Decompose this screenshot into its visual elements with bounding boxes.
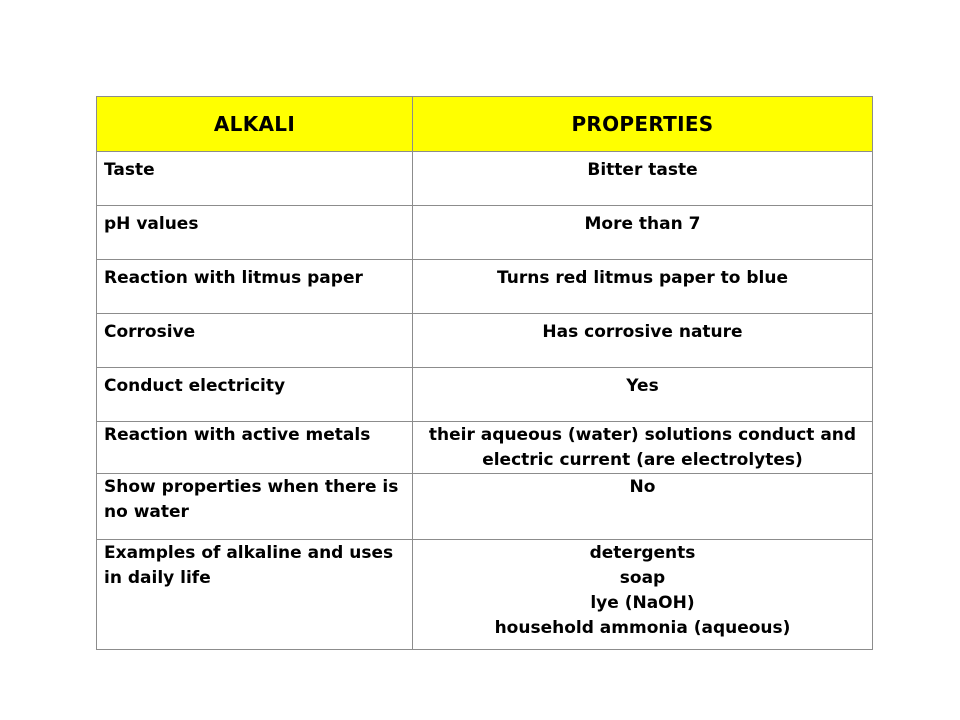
table-row: [97, 540, 873, 650]
table-row: [97, 474, 873, 540]
table-header-row: [97, 97, 873, 152]
row-value-no-water: No: [413, 474, 873, 540]
table-row: [97, 368, 873, 422]
example-lye: lye (NaOH): [590, 593, 695, 613]
header-properties: PROPERTIES: [413, 97, 873, 152]
row-value-active-metals: their aqueous (water) solutions conduct and electric current (are electrolytes): [413, 422, 873, 474]
row-label-ph: pH values: [97, 206, 413, 260]
table-row: [97, 206, 873, 260]
example-ammonia: household ammonia (aqueous): [494, 618, 791, 638]
row-label-litmus: Reaction with litmus paper: [97, 260, 413, 314]
row-label-corrosive: Corrosive: [97, 314, 413, 368]
row-value-litmus: Turns red litmus paper to blue: [413, 260, 873, 314]
alkali-properties-table: [96, 96, 873, 650]
example-soap: soap: [619, 568, 666, 588]
table-row: [97, 314, 873, 368]
row-value-corrosive: Has corrosive nature: [413, 314, 873, 368]
example-detergents: detergents: [589, 543, 696, 563]
table-row: [97, 422, 873, 474]
row-label-examples: Examples of alkaline and uses in daily life: [97, 540, 413, 650]
header-alkali: ALKALI: [97, 97, 413, 152]
row-value-taste: Bitter taste: [413, 152, 873, 206]
row-label-taste: Taste: [97, 152, 413, 206]
table-row: [97, 260, 873, 314]
row-label-conduct: Conduct electricity: [97, 368, 413, 422]
row-label-no-water: Show properties when there is no water: [97, 474, 413, 540]
table-row: [97, 152, 873, 206]
row-value-ph: More than 7: [413, 206, 873, 260]
row-value-conduct: Yes: [413, 368, 873, 422]
row-value-examples: [413, 540, 873, 650]
row-label-active-metals: Reaction with active metals: [97, 422, 413, 474]
